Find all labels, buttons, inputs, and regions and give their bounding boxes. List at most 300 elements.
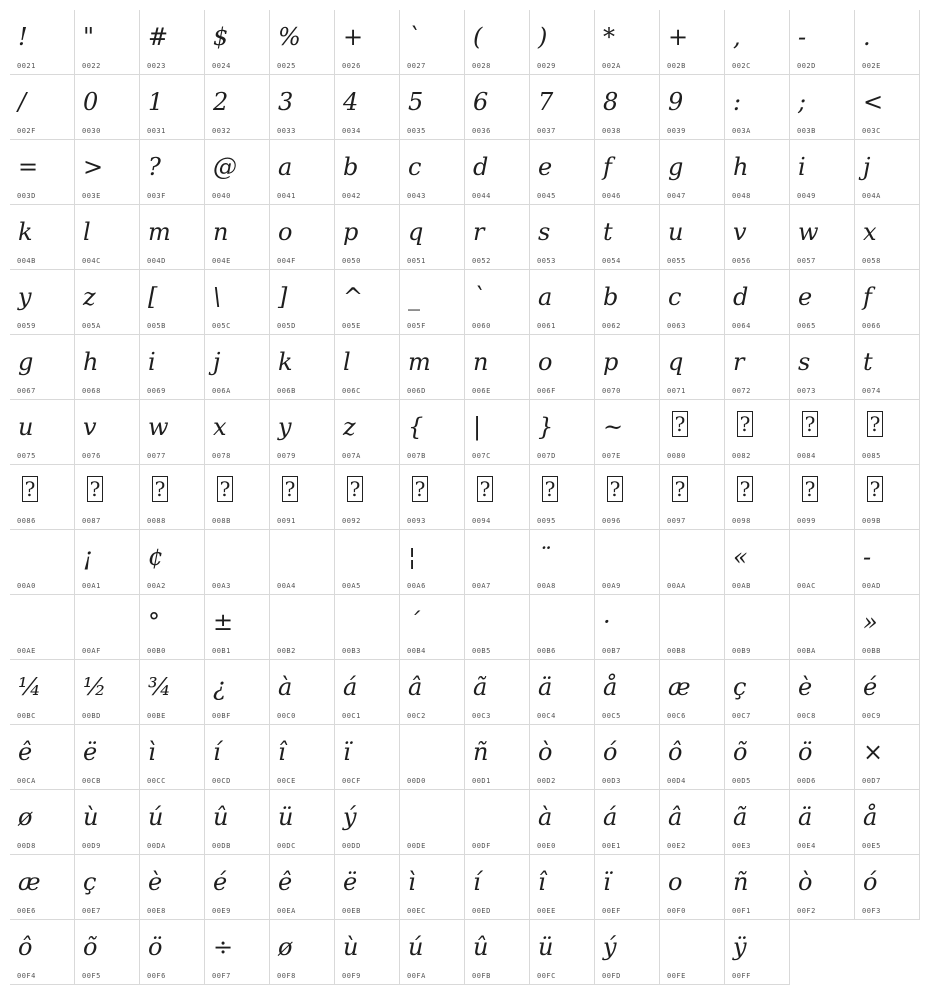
codepoint-label: 00F4 — [17, 972, 36, 980]
glyph-sample: ý — [343, 803, 357, 831]
glyph-cell — [75, 790, 140, 855]
glyph-cell — [530, 75, 595, 140]
codepoint-label: 0079 — [277, 452, 296, 460]
glyph-cell — [270, 920, 335, 985]
glyph-cell — [660, 920, 725, 985]
codepoint-label: 00C2 — [407, 712, 426, 720]
codepoint-label: 0069 — [147, 387, 166, 395]
glyph-sample: ¦ — [408, 543, 417, 571]
codepoint-label: 006A — [212, 387, 231, 395]
codepoint-label: 00A0 — [17, 582, 36, 590]
glyph-cell — [855, 530, 920, 595]
glyph-sample: ò — [538, 738, 553, 766]
glyph-cell — [10, 10, 75, 75]
codepoint-label: 0042 — [342, 192, 361, 200]
codepoint-label: 0052 — [472, 257, 491, 265]
codepoint-label: 00EE — [537, 907, 556, 915]
glyph-cell — [855, 595, 920, 660]
glyph-cell — [725, 140, 790, 205]
glyph-cell — [335, 465, 400, 530]
glyph-cell — [140, 140, 205, 205]
glyph-sample: ¿ — [213, 673, 226, 701]
codepoint-label: 00FE — [667, 972, 686, 980]
glyph-cell — [400, 335, 465, 400]
glyph-cell — [855, 855, 920, 920]
glyph-sample: 3 — [278, 88, 294, 116]
codepoint-label: 00A9 — [602, 582, 621, 590]
glyph-cell — [140, 270, 205, 335]
glyph-sample: v — [733, 218, 747, 246]
glyph-cell — [465, 140, 530, 205]
codepoint-label: 004D — [147, 257, 166, 265]
codepoint-label: 00E6 — [17, 907, 36, 915]
glyph-cell — [400, 205, 465, 270]
glyph-sample: s — [798, 348, 811, 376]
codepoint-label: 0096 — [602, 517, 621, 525]
codepoint-label: 00F0 — [667, 907, 686, 915]
glyph-cell — [400, 75, 465, 140]
glyph-cell — [10, 465, 75, 530]
glyph-cell — [270, 205, 335, 270]
glyph-cell — [400, 660, 465, 725]
codepoint-label: 00E4 — [797, 842, 816, 850]
codepoint-label: 0065 — [797, 322, 816, 330]
glyph-sample: 2 — [213, 88, 229, 116]
codepoint-label: 00B4 — [407, 647, 426, 655]
glyph-cell — [465, 75, 530, 140]
glyph-sample: q — [408, 218, 424, 246]
codepoint-label: 0046 — [602, 192, 621, 200]
glyph-sample: f — [603, 153, 612, 181]
glyph-sample: æ — [18, 868, 41, 896]
codepoint-label: 00C1 — [342, 712, 361, 720]
codepoint-label: 0047 — [667, 192, 686, 200]
glyph-sample: - — [798, 23, 807, 51]
glyph-sample: t — [863, 348, 873, 376]
codepoint-label: 0031 — [147, 127, 166, 135]
codepoint-label: 00AF — [82, 647, 101, 655]
glyph-sample: x — [863, 218, 877, 246]
glyph-cell — [140, 465, 205, 530]
codepoint-label: 00CB — [82, 777, 101, 785]
glyph-cell — [790, 660, 855, 725]
codepoint-label: 0045 — [537, 192, 556, 200]
glyph-sample: å — [603, 673, 618, 701]
glyph-cell — [335, 10, 400, 75]
codepoint-label: 00E0 — [537, 842, 556, 850]
glyph-sample: ¨ — [538, 543, 550, 571]
glyph-cell — [465, 10, 530, 75]
glyph-cell — [140, 400, 205, 465]
glyph-sample: g — [668, 153, 684, 181]
missing-glyph-box: ? — [477, 476, 493, 502]
codepoint-label: 0094 — [472, 517, 491, 525]
glyph-cell — [595, 10, 660, 75]
glyph-sample: % — [278, 23, 301, 51]
glyph-sample: p — [343, 218, 359, 246]
glyph-cell — [855, 725, 920, 790]
glyph-cell — [595, 140, 660, 205]
glyph-sample: ê — [278, 868, 293, 896]
glyph-sample: j — [213, 348, 221, 376]
codepoint-label: 0088 — [147, 517, 166, 525]
codepoint-label: 00A2 — [147, 582, 166, 590]
codepoint-label: 00F8 — [277, 972, 296, 980]
glyph-cell — [270, 465, 335, 530]
codepoint-label: 00FA — [407, 972, 426, 980]
glyph-sample: o — [538, 348, 553, 376]
glyph-cell — [140, 790, 205, 855]
glyph-sample: e — [538, 153, 553, 181]
glyph-cell — [595, 920, 660, 985]
codepoint-label: 0034 — [342, 127, 361, 135]
codepoint-label: 005E — [342, 322, 361, 330]
glyph-cell — [270, 660, 335, 725]
codepoint-label: 0048 — [732, 192, 751, 200]
glyph-sample: î — [278, 738, 286, 766]
glyph-cell — [140, 75, 205, 140]
glyph-sample: 5 — [408, 88, 424, 116]
codepoint-label: 00CE — [277, 777, 296, 785]
glyph-cell — [270, 335, 335, 400]
glyph-cell — [140, 595, 205, 660]
glyph-sample: ~ — [603, 413, 624, 441]
glyph-cell — [595, 595, 660, 660]
glyph-sample: b — [603, 283, 619, 311]
glyph-sample: ± — [213, 608, 234, 636]
codepoint-label: 00DA — [147, 842, 166, 850]
codepoint-label: 00A7 — [472, 582, 491, 590]
codepoint-label: 0022 — [82, 62, 101, 70]
glyph-cell — [725, 400, 790, 465]
glyph-cell — [270, 530, 335, 595]
glyph-cell — [855, 10, 920, 75]
glyph-sample: è — [148, 868, 163, 896]
glyph-cell — [790, 140, 855, 205]
codepoint-label: 002F — [17, 127, 36, 135]
glyph-sample: â — [668, 803, 683, 831]
glyph-sample: 8 — [603, 88, 619, 116]
codepoint-label: 0036 — [472, 127, 491, 135]
codepoint-label: 00C7 — [732, 712, 751, 720]
codepoint-label: 00B5 — [472, 647, 491, 655]
codepoint-label: 006B — [277, 387, 296, 395]
codepoint-label: 003F — [147, 192, 166, 200]
glyph-cell — [205, 465, 270, 530]
glyph-cell — [335, 270, 400, 335]
codepoint-label: 00EC — [407, 907, 426, 915]
glyph-cell — [465, 205, 530, 270]
codepoint-label: 0037 — [537, 127, 556, 135]
glyph-sample: " — [83, 23, 95, 51]
codepoint-label: 0074 — [862, 387, 881, 395]
glyph-cell — [335, 595, 400, 660]
glyph-cell — [270, 400, 335, 465]
glyph-cell — [790, 790, 855, 855]
glyph-sample: ¾ — [148, 673, 172, 701]
codepoint-label: 0028 — [472, 62, 491, 70]
glyph-cell — [660, 725, 725, 790]
glyph-cell — [10, 140, 75, 205]
glyph-cell — [855, 400, 920, 465]
glyph-sample: * — [603, 23, 615, 51]
glyph-sample: ) — [538, 23, 548, 51]
glyph-cell — [205, 660, 270, 725]
glyph-sample: æ — [668, 673, 691, 701]
glyph-sample: _ — [408, 283, 420, 311]
glyph-sample: é — [213, 868, 228, 896]
glyph-sample: ç — [733, 673, 747, 701]
glyph-cell — [335, 790, 400, 855]
glyph-cell — [660, 790, 725, 855]
glyph-cell — [595, 660, 660, 725]
codepoint-label: 0026 — [342, 62, 361, 70]
codepoint-label: 0055 — [667, 257, 686, 265]
glyph-cell — [140, 920, 205, 985]
glyph-cell — [75, 595, 140, 660]
codepoint-label: 00DF — [472, 842, 491, 850]
codepoint-label: 006F — [537, 387, 556, 395]
glyph-sample: · — [603, 608, 611, 636]
glyph-cell — [10, 530, 75, 595]
glyph-sample: a — [278, 153, 293, 181]
glyph-sample: õ — [733, 738, 748, 766]
glyph-cell — [10, 335, 75, 400]
glyph-sample: ç — [83, 868, 97, 896]
codepoint-label: 00FF — [732, 972, 751, 980]
codepoint-label: 0093 — [407, 517, 426, 525]
glyph-sample: i — [798, 153, 806, 181]
missing-glyph-box: ? — [282, 476, 298, 502]
codepoint-label: 0057 — [797, 257, 816, 265]
glyph-cell — [595, 270, 660, 335]
glyph-sample: = — [18, 153, 39, 181]
codepoint-label: 007A — [342, 452, 361, 460]
codepoint-label: 0092 — [342, 517, 361, 525]
glyph-sample: e — [798, 283, 813, 311]
glyph-sample: | — [473, 413, 482, 441]
glyph-sample: ó — [603, 738, 618, 766]
codepoint-label: 00E1 — [602, 842, 621, 850]
glyph-sample: ô — [668, 738, 683, 766]
codepoint-label: 00E3 — [732, 842, 751, 850]
glyph-sample: ö — [798, 738, 813, 766]
codepoint-label: 00BA — [797, 647, 816, 655]
codepoint-label: 00D7 — [862, 777, 881, 785]
glyph-cell — [660, 465, 725, 530]
codepoint-label: 00AC — [797, 582, 816, 590]
glyph-sample: w — [798, 218, 819, 246]
glyph-cell — [10, 725, 75, 790]
codepoint-label: 00BD — [82, 712, 101, 720]
glyph-cell — [205, 920, 270, 985]
glyph-sample: ù — [83, 803, 99, 831]
codepoint-label: 0062 — [602, 322, 621, 330]
glyph-sample: h — [83, 348, 99, 376]
codepoint-label: 005D — [277, 322, 296, 330]
glyph-sample: ´ — [408, 608, 420, 636]
glyph-cell — [400, 10, 465, 75]
glyph-sample: 0 — [83, 88, 99, 116]
glyph-cell — [465, 335, 530, 400]
glyph-cell — [855, 790, 920, 855]
codepoint-label: 0071 — [667, 387, 686, 395]
glyph-sample: s — [538, 218, 551, 246]
glyph-cell — [530, 725, 595, 790]
glyph-cell — [75, 725, 140, 790]
glyph-sample: ½ — [83, 673, 107, 701]
glyph-sample: n — [473, 348, 489, 376]
codepoint-label: 00D1 — [472, 777, 491, 785]
codepoint-label: 00D2 — [537, 777, 556, 785]
codepoint-label: 00B6 — [537, 647, 556, 655]
codepoint-label: 0049 — [797, 192, 816, 200]
codepoint-label: 006E — [472, 387, 491, 395]
codepoint-label: 0050 — [342, 257, 361, 265]
glyph-cell — [205, 270, 270, 335]
codepoint-label: 0084 — [797, 452, 816, 460]
glyph-cell — [790, 465, 855, 530]
missing-glyph-box: ? — [867, 476, 883, 502]
codepoint-label: 0063 — [667, 322, 686, 330]
glyph-cell — [140, 855, 205, 920]
glyph-cell — [725, 10, 790, 75]
glyph-cell — [725, 855, 790, 920]
glyph-sample: t — [603, 218, 613, 246]
glyph-sample: ø — [278, 933, 293, 961]
codepoint-label: 00ED — [472, 907, 491, 915]
glyph-cell — [140, 335, 205, 400]
glyph-cell — [335, 660, 400, 725]
codepoint-label: 0087 — [82, 517, 101, 525]
glyph-grid — [10, 10, 920, 985]
missing-glyph-box: ? — [412, 476, 428, 502]
codepoint-label: 00D6 — [797, 777, 816, 785]
glyph-cell — [465, 725, 530, 790]
glyph-cell — [75, 400, 140, 465]
glyph-sample: ] — [278, 283, 288, 311]
codepoint-label: 007E — [602, 452, 621, 460]
codepoint-label: 00D9 — [82, 842, 101, 850]
glyph-cell — [10, 595, 75, 660]
glyph-cell — [725, 270, 790, 335]
glyph-sample: ä — [798, 803, 813, 831]
codepoint-label: 00C0 — [277, 712, 296, 720]
glyph-cell — [75, 530, 140, 595]
glyph-cell — [595, 790, 660, 855]
codepoint-label: 0054 — [602, 257, 621, 265]
codepoint-label: 00EA — [277, 907, 296, 915]
glyph-cell — [855, 140, 920, 205]
glyph-sample: ? — [148, 153, 161, 181]
glyph-cell — [530, 140, 595, 205]
codepoint-label: 00A6 — [407, 582, 426, 590]
glyph-cell — [595, 400, 660, 465]
codepoint-label: 0038 — [602, 127, 621, 135]
glyph-cell — [75, 920, 140, 985]
glyph-sample: \ — [213, 283, 222, 311]
glyph-cell — [855, 465, 920, 530]
glyph-cell — [400, 595, 465, 660]
codepoint-label: 00BE — [147, 712, 166, 720]
codepoint-label: 005C — [212, 322, 231, 330]
glyph-cell — [205, 530, 270, 595]
glyph-cell — [75, 660, 140, 725]
glyph-cell — [335, 855, 400, 920]
glyph-cell — [465, 855, 530, 920]
glyph-sample: ¢ — [148, 543, 164, 571]
glyph-sample: ã — [733, 803, 748, 831]
codepoint-label: 00D0 — [407, 777, 426, 785]
codepoint-label: 0061 — [537, 322, 556, 330]
glyph-cell — [10, 400, 75, 465]
glyph-sample: à — [538, 803, 553, 831]
glyph-cell — [790, 10, 855, 75]
glyph-sample: u — [18, 413, 34, 441]
glyph-cell — [660, 660, 725, 725]
codepoint-label: 0033 — [277, 127, 296, 135]
glyph-sample: > — [83, 153, 104, 181]
glyph-sample: $ — [213, 23, 229, 51]
glyph-cell — [725, 205, 790, 270]
glyph-sample: « — [733, 543, 748, 571]
glyph-cell — [595, 530, 660, 595]
codepoint-label: 0091 — [277, 517, 296, 525]
glyph-cell — [595, 335, 660, 400]
glyph-sample: ° — [148, 608, 160, 636]
glyph-cell — [660, 595, 725, 660]
glyph-cell — [790, 595, 855, 660]
codepoint-label: 002E — [862, 62, 881, 70]
codepoint-label: 0024 — [212, 62, 231, 70]
codepoint-label: 00B2 — [277, 647, 296, 655]
glyph-cell — [75, 270, 140, 335]
glyph-cell — [75, 140, 140, 205]
codepoint-label: 00DE — [407, 842, 426, 850]
glyph-sample: z — [343, 413, 356, 441]
glyph-cell — [725, 75, 790, 140]
glyph-sample: ` — [408, 23, 420, 51]
glyph-cell — [270, 270, 335, 335]
codepoint-label: 00C9 — [862, 712, 881, 720]
glyph-cell — [790, 205, 855, 270]
codepoint-label: 0066 — [862, 322, 881, 330]
codepoint-label: 00A8 — [537, 582, 556, 590]
glyph-cell — [530, 660, 595, 725]
glyph-sample: g — [18, 348, 34, 376]
codepoint-label: 00CF — [342, 777, 361, 785]
codepoint-label: 002A — [602, 62, 621, 70]
glyph-cell — [205, 205, 270, 270]
codepoint-label: 00BF — [212, 712, 231, 720]
glyph-sample: ý — [603, 933, 617, 961]
glyph-cell — [725, 920, 790, 985]
glyph-cell — [530, 855, 595, 920]
glyph-sample: ö — [148, 933, 163, 961]
glyph-cell — [790, 75, 855, 140]
glyph-sample: ã — [473, 673, 488, 701]
glyph-cell — [465, 400, 530, 465]
codepoint-label: 0075 — [17, 452, 36, 460]
codepoint-label: 006C — [342, 387, 361, 395]
glyph-sample: ^ — [343, 283, 364, 311]
glyph-sample: ó — [863, 868, 878, 896]
glyph-sample: ê — [18, 738, 33, 766]
codepoint-label: 0064 — [732, 322, 751, 330]
glyph-sample: . — [863, 23, 871, 51]
glyph-cell — [725, 530, 790, 595]
glyph-sample: ø — [18, 803, 33, 831]
